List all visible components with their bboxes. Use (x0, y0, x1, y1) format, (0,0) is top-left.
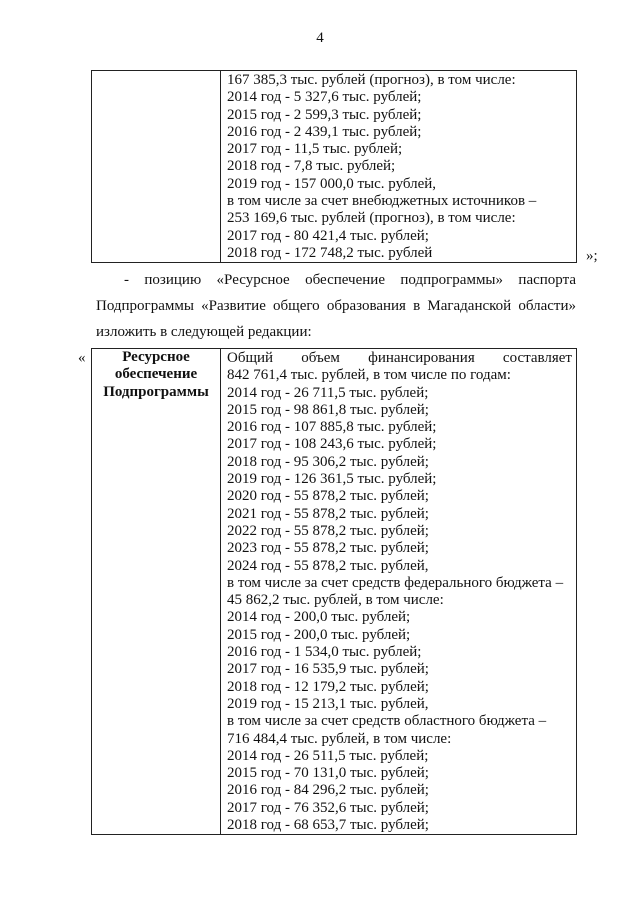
funding-line: 45 862,2 тыс. рублей, в том числе: (227, 592, 444, 609)
funding-lines (221, 349, 576, 834)
funding-line: 2014 год - 200,0 тыс. рублей; (227, 609, 411, 626)
opening-quote: « (78, 350, 86, 366)
funding-line: 2016 год - 84 296,2 тыс. рублей; (227, 782, 429, 799)
funding-line: в том числе за счет внебюджетных источников – (227, 193, 537, 210)
funding-line: в том числе за счет средств федерального бюджета – (227, 574, 564, 591)
funding-line: 2015 год - 2 599,3 тыс. рублей; (227, 106, 422, 123)
funding-line: 2017 год - 76 352,6 тыс. рублей; (227, 799, 429, 816)
funding-line: 2015 год - 70 131,0 тыс. рублей; (227, 765, 429, 782)
funding-line: 842 761,4 тыс. рублей, в том числе по годам: (227, 367, 511, 384)
funding-details-cell (221, 71, 577, 263)
funding-line: 167 385,3 тыс. рублей (прогноз), в том числе: (227, 72, 516, 88)
funding-line: 2024 год - 55 878,2 тыс. рублей, (227, 557, 429, 574)
funding-line: 2019 год - 15 213,1 тыс. рублей, (227, 695, 429, 712)
closing-quote: »; (586, 248, 598, 264)
resource-provision-table (91, 348, 577, 835)
page-number: 4 (316, 30, 324, 46)
funding-line: 2018 год - 68 653,7 тыс. рублей; (227, 817, 429, 834)
resource-provision-label: Ресурсное обеспечение Подпрограммы (92, 349, 221, 835)
total-funding-heading (227, 350, 572, 367)
funding-line: 2017 год - 80 421,4 тыс. рублей; (227, 227, 429, 244)
funding-line: 2023 год - 55 878,2 тыс. рублей; (227, 540, 429, 557)
table-row (92, 71, 577, 263)
instruction-line-2: Подпрограммы «Развитие общего образования в Магаданской области» (96, 298, 576, 314)
funding-line: 2020 год - 55 878,2 тыс. рублей; (227, 488, 429, 505)
instruction-line-1: - позицию «Ресурсное обеспечение подпрограммы» паспорта (124, 272, 576, 288)
table-row (92, 349, 577, 835)
funding-line-list (227, 367, 572, 834)
funding-line: 2017 год - 11,5 тыс. рублей; (227, 141, 403, 158)
funding-line: 2019 год - 157 000,0 тыс. рублей, (227, 175, 437, 192)
funding-line: 2014 год - 26 711,5 тыс. рублей; (227, 384, 429, 401)
funding-line: 2021 год - 55 878,2 тыс. рублей; (227, 505, 429, 522)
funding-line: 2018 год - 172 748,2 тыс. рублей (227, 244, 433, 261)
funding-line: 2018 год - 12 179,2 тыс. рублей; (227, 678, 429, 695)
funding-details-cell (221, 349, 577, 835)
empty-label-cell (92, 71, 221, 263)
funding-line: 2015 год - 98 861,8 тыс. рублей; (227, 401, 429, 418)
heading-word: объем (301, 350, 340, 366)
funding-line: 253 169,6 тыс. рублей (прогноз), в том числе: (227, 210, 516, 227)
funding-line: 716 484,4 тыс. рублей, в том числе: (227, 730, 452, 747)
funding-line: 2017 год - 16 535,9 тыс. рублей; (227, 661, 429, 678)
funding-line: 2016 год - 2 439,1 тыс. рублей; (227, 123, 422, 140)
funding-line: 2014 год - 5 327,6 тыс. рублей; (227, 89, 422, 106)
heading-word: Общий (227, 350, 274, 366)
funding-lines (221, 71, 576, 262)
funding-line: 2016 год - 1 534,0 тыс. рублей; (227, 644, 422, 661)
funding-line: 2014 год - 26 511,5 тыс. рублей; (227, 747, 429, 764)
funding-line: 2016 год - 107 885,8 тыс. рублей; (227, 419, 437, 436)
funding-line: в том числе за счет средств областного бюджета – (227, 713, 547, 730)
funding-line: 2022 год - 55 878,2 тыс. рублей; (227, 522, 429, 539)
funding-line: 2018 год - 7,8 тыс. рублей; (227, 158, 396, 175)
funding-table-continued (91, 70, 577, 263)
funding-line: 2018 год - 95 306,2 тыс. рублей; (227, 453, 429, 470)
instruction-line-3: изложить в следующей редакции: (96, 324, 312, 340)
funding-line: 2017 год - 108 243,6 тыс. рублей; (227, 436, 437, 453)
heading-word: финансирования (368, 350, 475, 366)
heading-word: составляет (502, 350, 572, 366)
funding-line: 2015 год - 200,0 тыс. рублей; (227, 626, 411, 643)
funding-line: 2019 год - 126 361,5 тыс. рублей; (227, 471, 437, 488)
